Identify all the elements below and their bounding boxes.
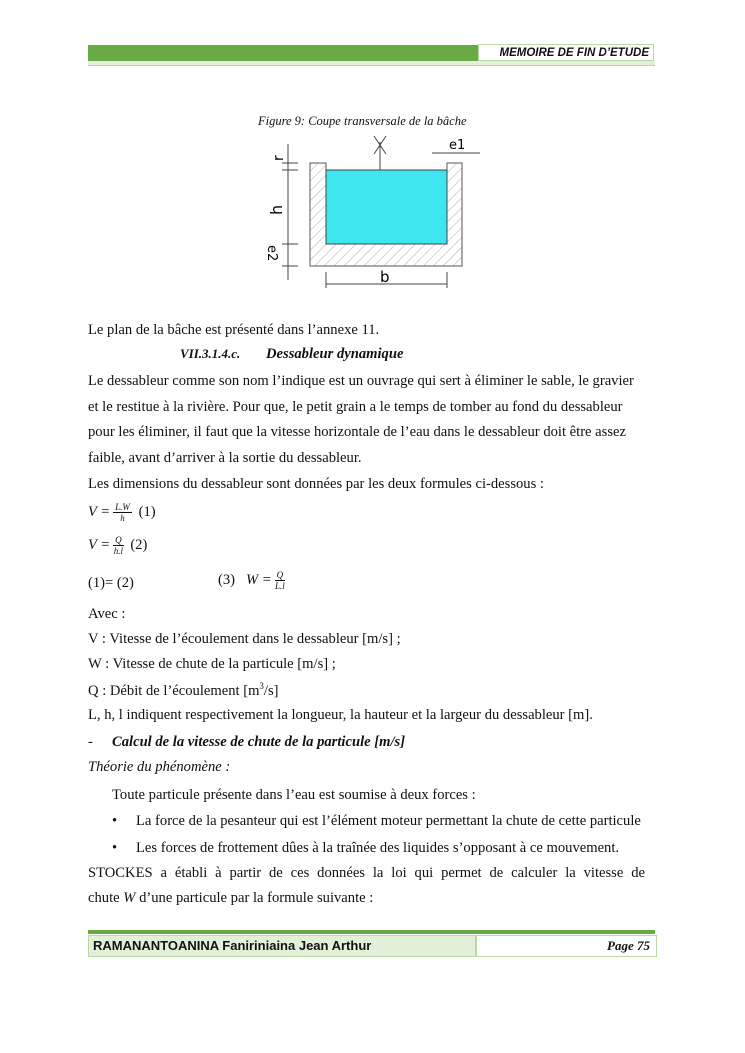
bullet-item [112, 840, 619, 857]
header-strip [88, 61, 655, 66]
footer-author: RAMANANTOANINA Faniriniaina Jean Arthur [88, 935, 476, 957]
bullet-icon: • [112, 840, 118, 856]
def-text: /s] [263, 682, 279, 699]
equation-1 [88, 502, 156, 523]
figure-caption: Figure 9: Coupe transversale de la bâche [258, 114, 467, 128]
denominator: h [120, 513, 125, 523]
numerator: L.W [115, 502, 130, 512]
eq-tag: (3) [218, 571, 236, 588]
equation-2 [88, 535, 147, 556]
text: chute [88, 890, 120, 906]
fraction [275, 570, 286, 591]
equation-3-pre: (1)= (2) [88, 575, 134, 591]
equation-3 [218, 570, 288, 591]
eq-lhs: V = [88, 503, 111, 520]
numerator: Q [115, 535, 122, 545]
superscript: 3 [259, 681, 264, 691]
definition: V : Vitesse de l’écoulement dans le dessableur [m/s] ; [88, 631, 401, 647]
paragraph-line: et le restitue à la rivière. Pour que, le petit grain a le temps de tomber au fond du dessableur [88, 399, 623, 415]
bullet-text: La force de la pesanteur qui est l’élément moteur permettant la chute de cette particule [136, 813, 641, 829]
water [326, 170, 447, 244]
label-h: h [267, 204, 286, 215]
label-b: b [380, 268, 390, 286]
fraction [113, 502, 132, 523]
eq-lhs: V = [88, 536, 111, 553]
bullet-text: Les forces de frottement dûes à la traînée des liquides s’opposant à ce mouvement. [136, 840, 620, 856]
paragraph-line [88, 890, 373, 907]
definition-q [88, 681, 279, 700]
denominator: h.l [113, 546, 124, 556]
label-r: r [271, 155, 287, 161]
definition: W : Vitesse de chute de la particule [m/s] ; [88, 656, 336, 672]
eq-lhs: W = [245, 571, 272, 588]
fraction [113, 535, 124, 556]
def-text: Q : Débit de l’écoulement [m [88, 682, 260, 699]
label-e2: e2 [264, 245, 279, 262]
label-e1: e1 [449, 138, 466, 153]
header-bar [88, 45, 478, 61]
paragraph: Le plan de la bâche est présenté dans l’annexe 11. [88, 322, 380, 338]
paragraph-line: Le dessableur comme son nom l’indique est un ouvrage qui sert à éliminer le sable, le gravier [88, 373, 634, 389]
eq-tag: (2) [130, 536, 148, 553]
bullet-item [112, 813, 641, 830]
theory-label: Théorie du phénomène : [88, 759, 231, 775]
subsection-title: Calcul de la vitesse de chute de la particule [m/s] [112, 734, 406, 750]
cross-section-figure [250, 132, 490, 292]
variable: W [123, 890, 136, 906]
eq-tag: (1) [138, 503, 156, 520]
footer-bar [88, 930, 655, 934]
page-number: Page 75 [476, 935, 657, 957]
denominator: L.l [275, 581, 285, 591]
numerator: Q [276, 570, 284, 580]
paragraph: Les dimensions du dessableur sont données par les deux formules ci-dessous : [88, 476, 544, 492]
dash: - [88, 734, 93, 750]
section-title: Dessableur dynamique [266, 346, 404, 362]
paragraph-line: faible, avant d’arriver à la sortie du dessableur. [88, 450, 362, 466]
definition: L, h, l indiquent respectivement la longueur, la hauteur et la largeur du dessableur [m]. [88, 707, 593, 723]
text: d’une particule par la formule suivante : [139, 890, 374, 906]
section-number: VII.3.1.4.c. [180, 346, 241, 361]
bullet-icon: • [112, 813, 118, 829]
paragraph-line: pour les éliminer, il faut que la vitesse horizontale de l’eau dans le dessableur doit être assez [88, 424, 626, 440]
paragraph-line: STOCKES a établi à partir de ces données la loi qui permet de calculer la vitesse de [88, 865, 645, 881]
avec-label: Avec : [88, 606, 126, 622]
header-title: MEMOIRE DE FIN D’ETUDE [478, 44, 654, 61]
paragraph: Toute particule présente dans l’eau est soumise à deux forces : [112, 787, 476, 803]
